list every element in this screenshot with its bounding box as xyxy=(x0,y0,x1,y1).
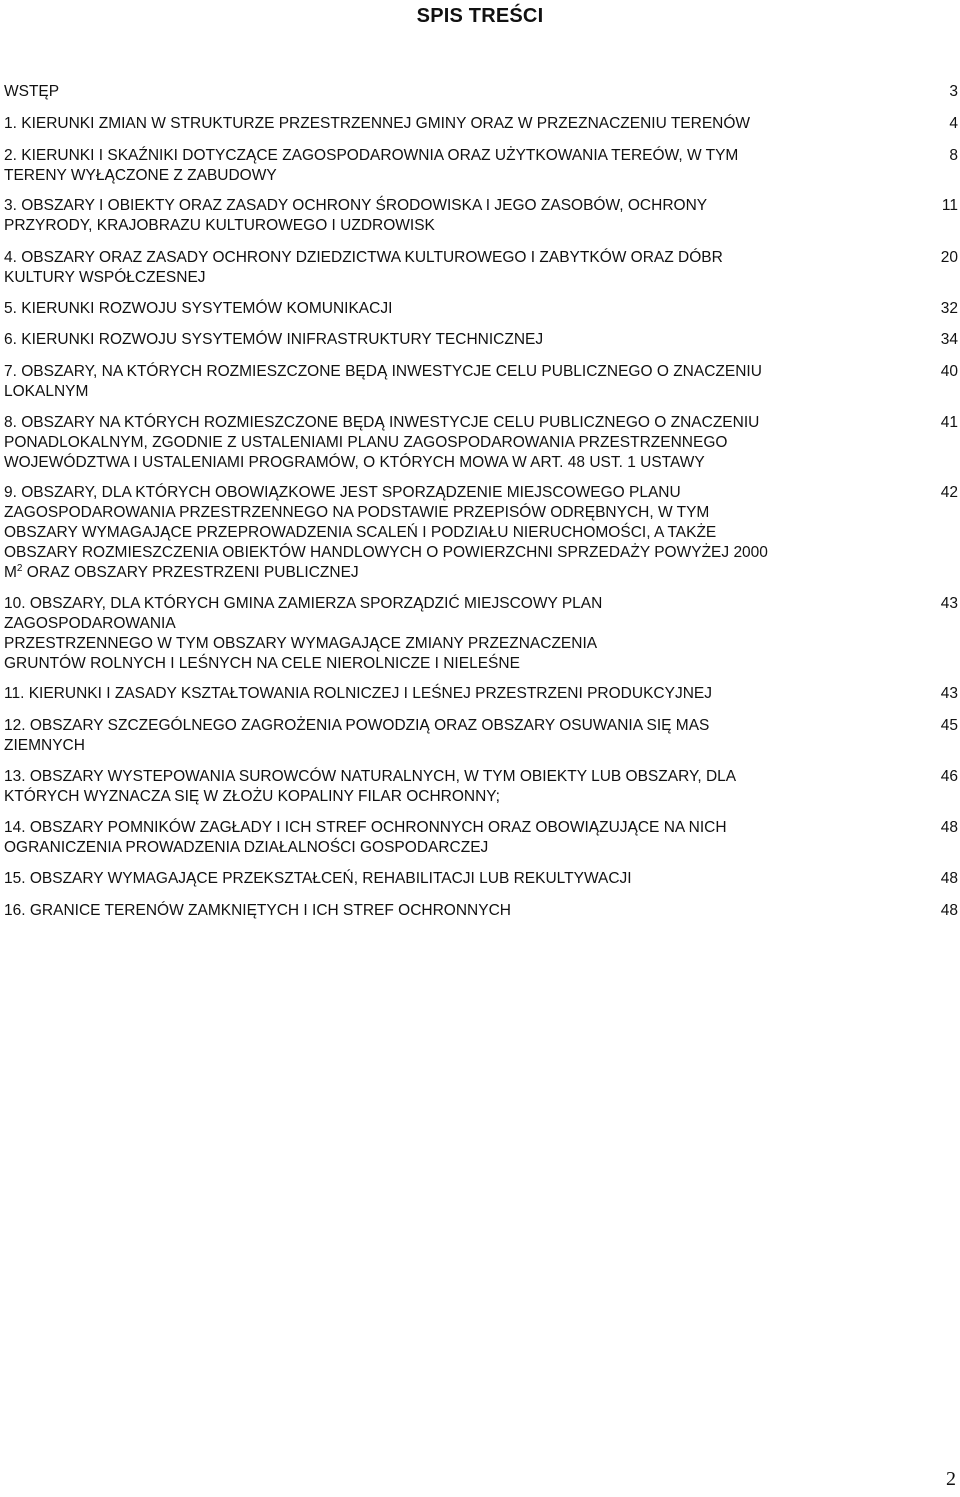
toc-entry-title: 15. OBSZARY WYMAGAJĄCE PRZEKSZTAŁCEŃ, REHABILITACJI LUB REKULTYWACJI xyxy=(4,870,632,887)
toc-entry-page: 32 xyxy=(940,300,958,317)
toc-entry-title-part: 9. OBSZARY, DLA KTÓRYCH OBOWIĄZKOWE JEST SPORZĄDZENIE MIEJSCOWEGO PLANU ZAGOSPODAROWANIA PRZESTRZENNEGO NA PODSTAWIE PRZEPISÓW ODRĘBNYCH, W TYM OBSZARY WYMAGAJĄCE PRZEPROWADZENIA SCALEŃ I PODZIAŁU NIERUCHOMOŚCI, A TAKŻE OBSZARY ROZMIESZCZENIA OBIEKTÓW HANDLOWYCH O POWIERZCHNI SPRZEDAŻY POWYŻEJ 2000 M xyxy=(4,484,768,581)
toc-entry-title: 11. KIERUNKI I ZASADY KSZTAŁTOWANIA ROLNICZEJ I LEŚNEJ PRZESTRZENI PRODUKCYJNEJ xyxy=(4,685,712,702)
toc-entry-page: 41 xyxy=(940,414,958,431)
toc-entry-title: 12. OBSZARY SZCZEGÓLNEGO ZAGROŻENIA POWODZIĄ ORAZ OBSZARY OSUWANIA SIĘ MAS ZIEMNYCH xyxy=(4,717,710,754)
toc-entry-title: 3. OBSZARY I OBIEKTY ORAZ ZASADY OCHRONY ŚRODOWISKA I JEGO ZASOBÓW, OCHRONY PRZYRODY, KRAJOBRAZU KULTUROWEGO I UZDROWISK xyxy=(4,197,708,234)
toc-entry-title: 14. OBSZARY POMNIKÓW ZAGŁADY I ICH STREF OCHRONNYCH ORAZ OBOWIĄZUJĄCE NA NICH OGRANICZENIA PROWADZENIA DZIAŁALNOŚCI GOSPODARCZEJ xyxy=(4,819,727,856)
toc-entry-page: 48 xyxy=(940,902,958,919)
toc-entry-title: 7. OBSZARY, NA KTÓRYCH ROZMIESZCZONE BĘDĄ INWESTYCJE CELU PUBLICZNEGO O ZNACZENIU LOKALNYM xyxy=(4,363,762,400)
toc-entry-page: 3 xyxy=(949,83,958,100)
toc-entry-title: 5. KIERUNKI ROZWOJU SYSYTEMÓW KOMUNIKACJI xyxy=(4,300,393,317)
toc-entry-page: 11 xyxy=(941,197,958,214)
toc-entry-page: 8 xyxy=(949,147,958,164)
toc-entry-title: 16. GRANICE TERENÓW ZAMKNIĘTYCH I ICH STREF OCHRONNYCH xyxy=(4,902,511,919)
toc-entry-title: 6. KIERUNKI ROZWOJU SYSYTEMÓW INIFRASTRUKTURY TECHNICZNEJ xyxy=(4,331,544,348)
page-number: 2 xyxy=(946,1468,956,1490)
toc-entry-page: 40 xyxy=(940,363,958,380)
toc-entry-page: 34 xyxy=(940,331,958,348)
toc-entry-page: 48 xyxy=(940,819,958,836)
toc-entry-title: 13. OBSZARY WYSTEPOWANIA SUROWCÓW NATURALNYCH, W TYM OBIEKTY LUB OBSZARY, DLA KTÓRYCH WYZNACZA SIĘ W ZŁOŻU KOPALINY FILAR OCHRONNY; xyxy=(4,768,737,805)
toc-entry-title: 1. KIERUNKI ZMIAN W STRUKTURZE PRZESTRZENNEJ GMINY ORAZ W PRZEZNACZENIU TERENÓW xyxy=(4,115,751,132)
toc-entry-page: 4 xyxy=(949,115,958,132)
page-title: SPIS TREŚCI xyxy=(416,5,544,27)
toc-entry-page: 42 xyxy=(940,484,958,501)
toc-entry-page: 43 xyxy=(940,595,958,612)
toc-entry-title: WSTĘP xyxy=(4,83,60,100)
toc-entry-page: 48 xyxy=(940,870,958,887)
toc-entry-page: 45 xyxy=(940,717,958,734)
toc-entry-title-part: ORAZ OBSZARY PRZESTRZENI PUBLICZNEJ xyxy=(22,564,359,581)
toc-entry-title: 2. KIERUNKI I SKAŹNIKI DOTYCZĄCE ZAGOSPODAROWNIA ORAZ UŻYTKOWANIA TEREÓW, W TYM TERENY WYŁĄCZONE Z ZABUDOWY xyxy=(4,147,739,184)
toc-entry-page: 43 xyxy=(940,685,958,702)
toc-entry-page: 20 xyxy=(940,249,958,266)
toc-entry-title xyxy=(4,483,884,583)
toc-entry-title: 4. OBSZARY ORAZ ZASADY OCHRONY DZIEDZICTWA KULTUROWEGO I ZABYTKÓW ORAZ DÓBR KULTURY WSPÓŁCZESNEJ xyxy=(4,249,723,286)
toc-entry-title: 10. OBSZARY, DLA KTÓRYCH GMINA ZAMIERZA SPORZĄDZIĆ MIEJSCOWY PLAN ZAGOSPODAROWANIA PRZESTRZENNEGO W TYM OBSZARY WYMAGAJĄCE ZMIANY PRZEZNACZENIA GRUNTÓW ROLNYCH I LEŚNYCH NA CELE NIEROLNICZE I NIELEŚNE xyxy=(4,595,603,672)
toc-entry-page: 46 xyxy=(940,768,958,785)
superscript: 2 xyxy=(16,562,23,574)
toc-entry-title: 8. OBSZARY NA KTÓRYCH ROZMIESZCZONE BĘDĄ INWESTYCJE CELU PUBLICZNEGO O ZNACZENIU PONADLOKALNYM, ZGODNIE Z USTALENIAMI PLANU ZAGOSPODAROWANIA PRZESTRZENNEGO WOJEWÓDZTWA I USTALENIAMI PROGRAMÓW, O KTÓRYCH MOWA W ART. 48 UST. 1 USTAWY xyxy=(4,414,760,471)
